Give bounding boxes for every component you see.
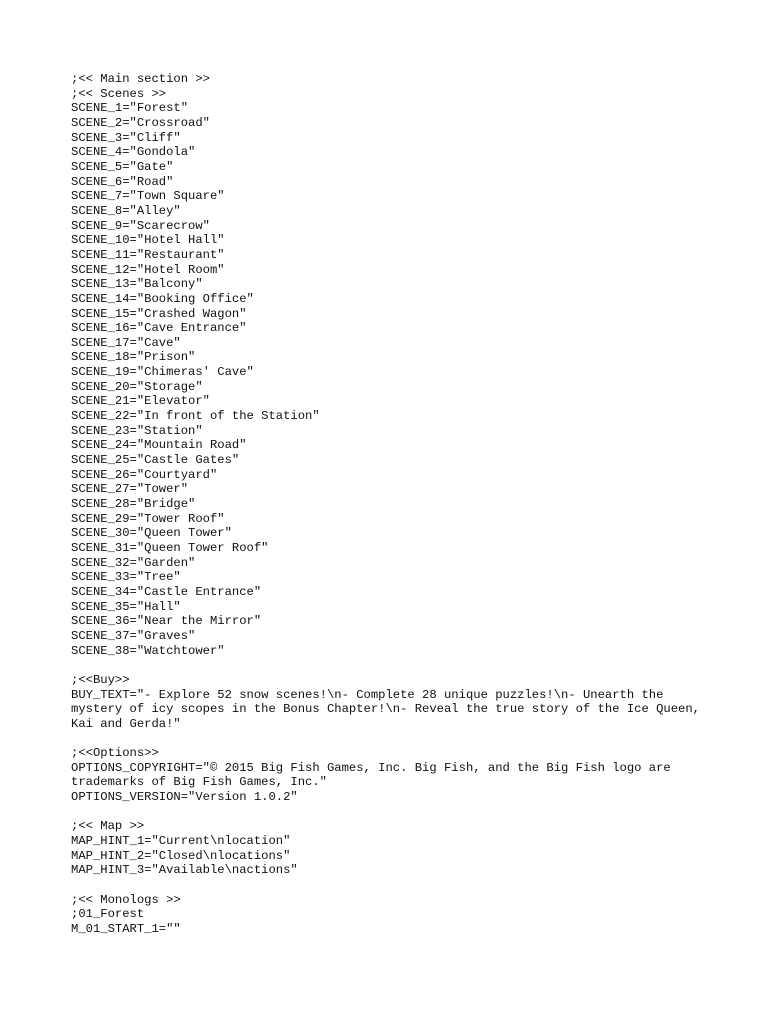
scene-line: SCENE_16="Cave Entrance" — [71, 321, 247, 336]
section-comment-scenes: ;<< Scenes >> — [71, 86, 167, 101]
scene-line: SCENE_31="Queen Tower Roof" — [71, 541, 269, 555]
section-comment-main: ;<< Main section >> — [71, 72, 210, 86]
scene-line: SCENE_26="Courtyard" — [71, 467, 218, 482]
blank-line — [71, 732, 711, 747]
scene-line: SCENE_21="Elevator" — [71, 394, 210, 409]
scene-line: SCENE_20="Storage" — [71, 379, 203, 394]
map-section — [71, 819, 711, 878]
map-hint-line: MAP_HINT_3="Available\nactions" — [71, 863, 298, 878]
buy-section — [71, 673, 711, 732]
scene-line: SCENE_37="Graves" — [71, 628, 196, 643]
main-section — [71, 72, 711, 658]
map-hint-line: MAP_HINT_1="Current\nlocation" — [71, 834, 291, 849]
document-page — [71, 72, 711, 937]
monolog-line: M_01_START_1="" — [71, 922, 181, 936]
blank-line — [71, 805, 711, 820]
scene-line: SCENE_34="Castle Entrance" — [71, 584, 262, 599]
buy-text-line: BUY_TEXT="- Explore 52 snow scenes!\n- Complete 28 unique puzzles!\n- Unearth the mystery of icy scopes in the Bonus Chapter!\n- Reveal the true story of the Ice Queen, Kai and Gerda!" — [71, 687, 708, 731]
scene-line: SCENE_9="Scarecrow" — [71, 218, 210, 233]
scene-line: SCENE_10="Hotel Hall" — [71, 233, 225, 248]
scene-line: SCENE_17="Cave" — [71, 335, 181, 350]
scene-line: SCENE_29="Tower Roof" — [71, 511, 225, 526]
scene-line: SCENE_2="Crossroad" — [71, 115, 210, 130]
section-comment-map: ;<< Map >> — [71, 819, 145, 834]
scene-line: SCENE_38="Watchtower" — [71, 643, 225, 658]
scene-line: SCENE_13="Balcony" — [71, 277, 203, 292]
section-comment-monologs: ;<< Monologs >> — [71, 892, 181, 907]
options-copyright-line: OPTIONS_COPYRIGHT="© 2015 Big Fish Games, Inc. Big Fish, and the Big Fish logo are trademarks of Big Fish Games, Inc." — [71, 760, 679, 790]
scene-line: SCENE_1="Forest" — [71, 101, 189, 116]
blank-line — [71, 878, 711, 893]
options-version-line: OPTIONS_VERSION="Version 1.0.2" — [71, 790, 298, 805]
scene-line: SCENE_22="In front of the Station" — [71, 409, 320, 424]
scene-line: SCENE_7="Town Square" — [71, 189, 225, 204]
scene-line: SCENE_12="Hotel Room" — [71, 262, 225, 277]
subsection-comment-forest: ;01_Forest — [71, 907, 145, 922]
scene-line: SCENE_14="Booking Office" — [71, 291, 254, 306]
scene-line: SCENE_6="Road" — [71, 174, 174, 189]
blank-line — [71, 658, 711, 673]
scene-line: SCENE_23="Station" — [71, 423, 203, 438]
options-section — [71, 746, 711, 805]
section-comment-options: ;<<Options>> — [71, 746, 159, 761]
scene-line: SCENE_5="Gate" — [71, 159, 174, 174]
scene-line: SCENE_24="Mountain Road" — [71, 438, 247, 453]
scene-line: SCENE_35="Hall" — [71, 599, 181, 614]
scene-list — [71, 101, 711, 658]
monologs-section — [71, 893, 711, 937]
scene-line: SCENE_4="Gondola" — [71, 145, 196, 160]
scene-line: SCENE_19="Chimeras' Cave" — [71, 365, 254, 380]
scene-line: SCENE_25="Castle Gates" — [71, 453, 240, 468]
scene-line: SCENE_33="Tree" — [71, 570, 181, 585]
scene-line: SCENE_36="Near the Mirror" — [71, 614, 262, 629]
scene-line: SCENE_32="Garden" — [71, 555, 196, 570]
section-comment-buy: ;<<Buy>> — [71, 672, 130, 687]
scene-line: SCENE_28="Bridge" — [71, 497, 196, 512]
scene-line: SCENE_18="Prison" — [71, 350, 196, 365]
scene-line: SCENE_8="Alley" — [71, 203, 181, 218]
scene-line: SCENE_30="Queen Tower" — [71, 526, 232, 541]
scene-line: SCENE_3="Cliff" — [71, 130, 181, 145]
scene-line: SCENE_27="Tower" — [71, 482, 189, 497]
scene-line: SCENE_11="Restaurant" — [71, 247, 225, 262]
scene-line: SCENE_15="Crashed Wagon" — [71, 306, 247, 321]
map-hint-line: MAP_HINT_2="Closed\nlocations" — [71, 848, 291, 863]
